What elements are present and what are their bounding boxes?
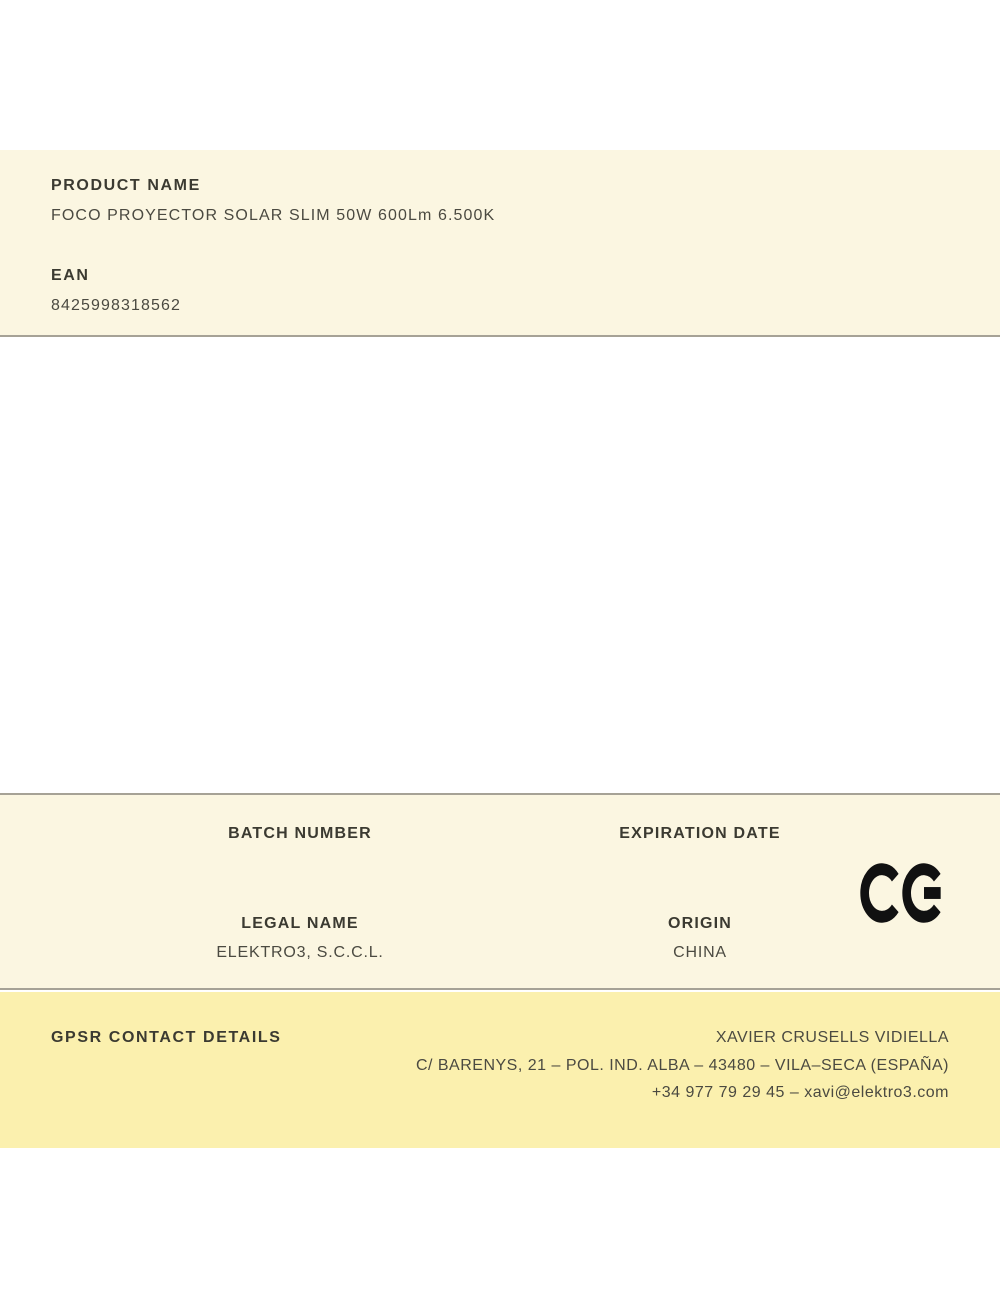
legal-name-value: ELEKTRO3, S.C.C.L. xyxy=(216,944,384,961)
ean-label: EAN xyxy=(51,267,90,284)
ean-field xyxy=(51,265,949,317)
ean-value: 8425998318562 xyxy=(51,297,181,314)
gpsr-contact-section xyxy=(0,992,1000,1148)
batch-number-label: BATCH NUMBER xyxy=(228,825,372,842)
origin-value: CHINA xyxy=(673,944,727,961)
expiration-date-label: EXPIRATION DATE xyxy=(619,825,781,842)
product-name-label: PRODUCT NAME xyxy=(51,177,201,194)
gpsr-contact-lines xyxy=(416,1024,949,1107)
contact-name: XAVIER CRUSELLS VIDIELLA xyxy=(715,1029,949,1046)
batch-legal-section xyxy=(0,793,1000,990)
ce-mark-icon xyxy=(860,861,942,925)
gpsr-contact-details-label: GPSR CONTACT DETAILS xyxy=(51,1029,282,1046)
legal-name-label: LEGAL NAME xyxy=(241,915,359,932)
product-name-value: FOCO PROYECTOR SOLAR SLIM 50W 600Lm 6.500K xyxy=(51,207,496,224)
product-info-section xyxy=(0,150,1000,337)
contact-phone-email: +34 977 79 29 45 – xavi@elektro3.com xyxy=(651,1084,949,1101)
product-name-field xyxy=(51,175,949,227)
contact-address: C/ BARENYS, 21 – POL. IND. ALBA – 43480 – VILA–SECA (ESPAÑA) xyxy=(415,1056,949,1074)
origin-label: ORIGIN xyxy=(667,915,733,932)
